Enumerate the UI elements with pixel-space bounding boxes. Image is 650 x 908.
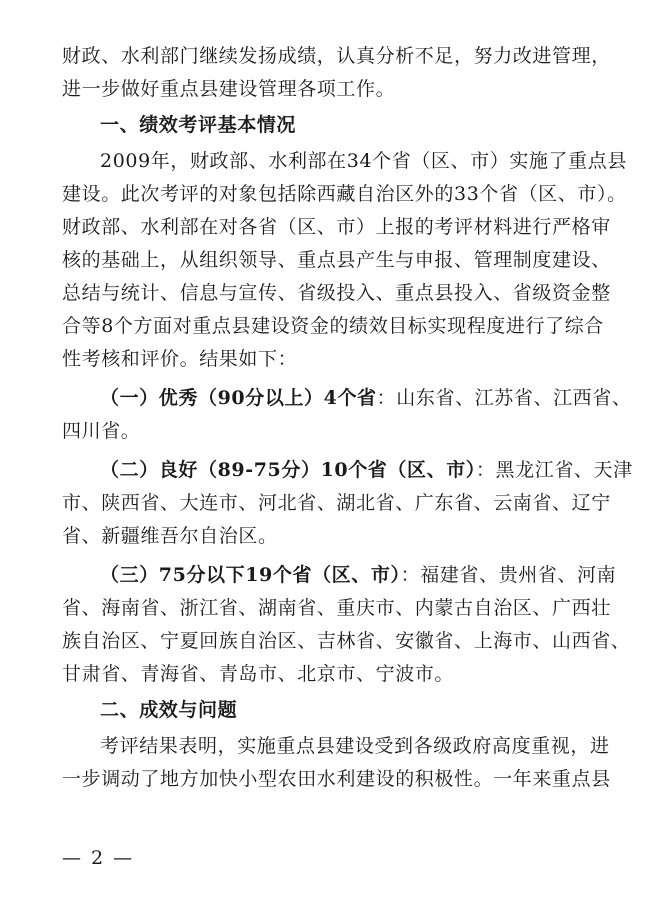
body-line: 四川省。 bbox=[62, 420, 141, 442]
body-line: 甘肃省、青海省、青岛市、北京市、宁波市。 bbox=[62, 663, 455, 685]
grade-below-line bbox=[62, 559, 617, 592]
body-line: 进一步做好重点县建设管理各项工作。 bbox=[62, 78, 396, 100]
grade-good-line bbox=[62, 454, 633, 487]
grade-excellent-line bbox=[62, 382, 632, 415]
section-heading-1: 一、绩效考评基本情况 bbox=[100, 114, 297, 136]
body-line: 省、海南省、浙江省、湖南省、重庆市、内蒙古自治区、广西壮 bbox=[62, 597, 611, 619]
body-line: 省、新疆维吾尔自治区。 bbox=[62, 525, 278, 547]
grade-below-label: （三）75分以下19个省（区、市） bbox=[100, 564, 401, 586]
section-heading-2: 二、成效与问题 bbox=[100, 699, 238, 721]
body-line: 性考核和评价。结果如下： bbox=[62, 348, 298, 370]
body-line: 财政、水利部门继续发扬成绩，认真分析不足，努力改进管理， bbox=[62, 45, 611, 67]
body-line: 考评结果表明，实施重点县建设受到各级政府高度重视，进 bbox=[100, 735, 610, 757]
grade-below-list: ：福建省、贵州省、河南 bbox=[400, 564, 617, 586]
body-line: 市、陕西省、大连市、河北省、湖北省、广东省、云南省、辽宁 bbox=[62, 492, 611, 514]
body-line: 建设。此次考评的对象包括除西藏自治区外的33个省（区、市）。 bbox=[62, 183, 627, 205]
body-line: 族自治区、宁夏回族自治区、吉林省、安徽省、上海市、山西省、 bbox=[62, 630, 631, 652]
grade-good-list: ：黑龙江省、天津 bbox=[475, 459, 633, 481]
body-line: 核的基础上，从组织领导、重点县产生与申报、管理制度建设、 bbox=[62, 249, 611, 271]
body-line: 总结与统计、信息与宣传、省级投入、重点县投入、省级资金整 bbox=[62, 282, 611, 304]
body-line: 2009年，财政部、水利部在34个省（区、市）实施了重点县 bbox=[100, 150, 627, 172]
body-line: 一步调动了地方加快小型农田水利建设的积极性。一年来重点县 bbox=[62, 768, 611, 790]
page-number: — 2 — bbox=[62, 847, 135, 869]
grade-good-label: （二）良好（89-75分）10个省（区、市） bbox=[100, 459, 476, 481]
grade-excellent-list: ：山东省、江苏省、江西省、 bbox=[376, 387, 632, 409]
grade-excellent-label: （一）优秀（90分以上）4个省 bbox=[100, 387, 377, 409]
body-line: 财政部、水利部在对各省（区、市）上报的考评材料进行严格审 bbox=[62, 216, 611, 238]
body-line: 合等8个方面对重点县建设资金的绩效目标实现程度进行了综合 bbox=[62, 315, 604, 337]
